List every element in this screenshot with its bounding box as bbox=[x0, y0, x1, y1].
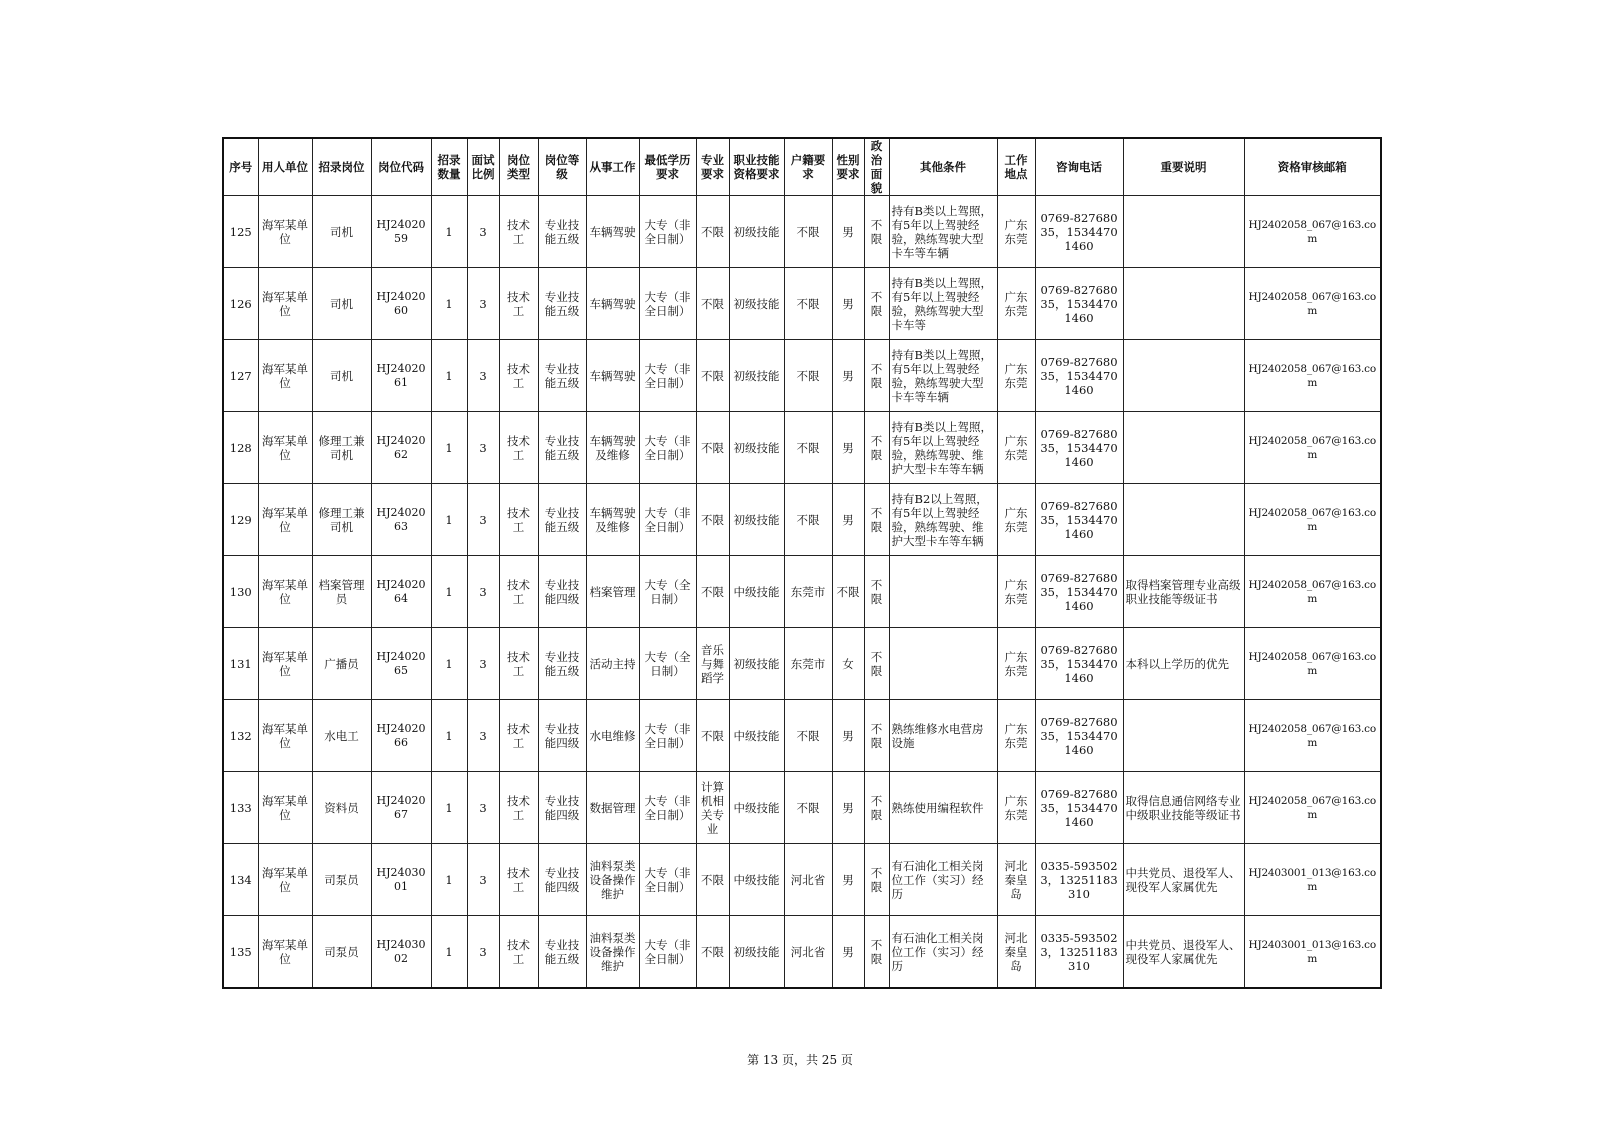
cell-other-conditions bbox=[889, 628, 997, 700]
cell-position-code: HJ2403001 bbox=[371, 844, 431, 916]
cell-review-email: HJ2402058_067@163.com bbox=[1244, 556, 1381, 628]
cell-work-location: 广东东莞 bbox=[997, 628, 1035, 700]
table-row bbox=[223, 196, 1381, 268]
header-review-email: 资格审核邮箱 bbox=[1244, 138, 1381, 196]
cell-major-requirement: 不限 bbox=[696, 844, 729, 916]
cell-work-content: 车辆驾驶 bbox=[586, 340, 639, 412]
cell-seq: 132 bbox=[223, 700, 258, 772]
cell-employer: 海军某单位 bbox=[258, 844, 312, 916]
cell-position-type: 技术工 bbox=[499, 700, 538, 772]
cell-major-requirement: 不限 bbox=[696, 340, 729, 412]
cell-skill-qualification: 中级技能 bbox=[729, 844, 784, 916]
cell-other-conditions: 持有B2以上驾照，有5年以上驾驶经验，熟练驾驶、维护大型卡车等车辆 bbox=[889, 484, 997, 556]
cell-political-status: 不限 bbox=[864, 916, 889, 989]
cell-important-notes bbox=[1123, 484, 1244, 556]
cell-political-status: 不限 bbox=[864, 556, 889, 628]
cell-major-requirement: 不限 bbox=[696, 196, 729, 268]
cell-skill-qualification: 初级技能 bbox=[729, 412, 784, 484]
cell-household-requirement: 不限 bbox=[784, 196, 832, 268]
cell-review-email: HJ2402058_067@163.com bbox=[1244, 772, 1381, 844]
cell-contact-phone: 0769-82768035，15344701460 bbox=[1035, 196, 1123, 268]
cell-seq: 134 bbox=[223, 844, 258, 916]
cell-gender-requirement: 男 bbox=[832, 844, 864, 916]
cell-work-content: 活动主持 bbox=[586, 628, 639, 700]
cell-min-education: 大专（非全日制） bbox=[639, 340, 696, 412]
cell-interview-ratio: 3 bbox=[467, 268, 499, 340]
cell-position-type: 技术工 bbox=[499, 844, 538, 916]
table-row bbox=[223, 916, 1381, 989]
cell-contact-phone: 0769-82768035，15344701460 bbox=[1035, 700, 1123, 772]
cell-skill-qualification: 中级技能 bbox=[729, 700, 784, 772]
cell-position: 司泵员 bbox=[312, 844, 371, 916]
cell-position-level: 专业技能五级 bbox=[538, 916, 586, 989]
cell-gender-requirement: 男 bbox=[832, 340, 864, 412]
cell-important-notes bbox=[1123, 340, 1244, 412]
cell-household-requirement: 不限 bbox=[784, 484, 832, 556]
cell-seq: 133 bbox=[223, 772, 258, 844]
cell-work-location: 河北秦皇岛 bbox=[997, 844, 1035, 916]
cell-work-location: 河北秦皇岛 bbox=[997, 916, 1035, 989]
header-work-location: 工作地点 bbox=[997, 138, 1035, 196]
cell-position: 司机 bbox=[312, 340, 371, 412]
cell-important-notes bbox=[1123, 700, 1244, 772]
cell-work-location: 广东东莞 bbox=[997, 772, 1035, 844]
cell-position-code: HJ2402062 bbox=[371, 412, 431, 484]
cell-position: 修理工兼司机 bbox=[312, 484, 371, 556]
cell-employer: 海军某单位 bbox=[258, 916, 312, 989]
cell-other-conditions: 熟练维修水电营房设施 bbox=[889, 700, 997, 772]
table-body bbox=[223, 196, 1381, 989]
cell-seq: 135 bbox=[223, 916, 258, 989]
cell-household-requirement: 不限 bbox=[784, 772, 832, 844]
cell-gender-requirement: 男 bbox=[832, 916, 864, 989]
cell-other-conditions bbox=[889, 556, 997, 628]
cell-contact-phone: 0769-82768035，15344701460 bbox=[1035, 484, 1123, 556]
cell-position-type: 技术工 bbox=[499, 412, 538, 484]
cell-position-level: 专业技能五级 bbox=[538, 268, 586, 340]
cell-political-status: 不限 bbox=[864, 844, 889, 916]
cell-position-level: 专业技能五级 bbox=[538, 340, 586, 412]
cell-employer: 海军某单位 bbox=[258, 196, 312, 268]
cell-political-status: 不限 bbox=[864, 628, 889, 700]
cell-min-education: 大专（非全日制） bbox=[639, 196, 696, 268]
cell-household-requirement: 不限 bbox=[784, 268, 832, 340]
cell-political-status: 不限 bbox=[864, 340, 889, 412]
cell-work-location: 广东东莞 bbox=[997, 412, 1035, 484]
cell-hire-count: 1 bbox=[431, 268, 467, 340]
cell-seq: 126 bbox=[223, 268, 258, 340]
cell-employer: 海军某单位 bbox=[258, 340, 312, 412]
cell-major-requirement: 不限 bbox=[696, 268, 729, 340]
cell-important-notes: 中共党员、退役军人、现役军人家属优先 bbox=[1123, 844, 1244, 916]
cell-skill-qualification: 初级技能 bbox=[729, 916, 784, 989]
cell-household-requirement: 不限 bbox=[784, 340, 832, 412]
cell-skill-qualification: 初级技能 bbox=[729, 340, 784, 412]
cell-work-location: 广东东莞 bbox=[997, 196, 1035, 268]
cell-gender-requirement: 不限 bbox=[832, 556, 864, 628]
cell-position: 司机 bbox=[312, 196, 371, 268]
cell-review-email: HJ2402058_067@163.com bbox=[1244, 484, 1381, 556]
cell-position-code: HJ2402063 bbox=[371, 484, 431, 556]
cell-interview-ratio: 3 bbox=[467, 700, 499, 772]
cell-skill-qualification: 中级技能 bbox=[729, 772, 784, 844]
cell-position-code: HJ2402061 bbox=[371, 340, 431, 412]
cell-position: 司机 bbox=[312, 268, 371, 340]
cell-important-notes: 中共党员、退役军人、现役军人家属优先 bbox=[1123, 916, 1244, 989]
cell-min-education: 大专（非全日制） bbox=[639, 268, 696, 340]
cell-min-education: 大专（全日制） bbox=[639, 628, 696, 700]
cell-position: 资料员 bbox=[312, 772, 371, 844]
cell-position-level: 专业技能四级 bbox=[538, 772, 586, 844]
cell-major-requirement: 计算机相关专业 bbox=[696, 772, 729, 844]
cell-gender-requirement: 男 bbox=[832, 412, 864, 484]
cell-household-requirement: 不限 bbox=[784, 700, 832, 772]
cell-hire-count: 1 bbox=[431, 412, 467, 484]
cell-contact-phone: 0769-82768035，15344701460 bbox=[1035, 556, 1123, 628]
cell-position-type: 技术工 bbox=[499, 268, 538, 340]
cell-household-requirement: 河北省 bbox=[784, 916, 832, 989]
cell-work-location: 广东东莞 bbox=[997, 700, 1035, 772]
cell-other-conditions: 持有B类以上驾照，有5年以上驾驶经验，熟练驾驶、维护大型卡车等车辆 bbox=[889, 412, 997, 484]
cell-skill-qualification: 初级技能 bbox=[729, 628, 784, 700]
cell-important-notes bbox=[1123, 412, 1244, 484]
cell-gender-requirement: 男 bbox=[832, 772, 864, 844]
cell-employer: 海军某单位 bbox=[258, 268, 312, 340]
cell-hire-count: 1 bbox=[431, 196, 467, 268]
cell-interview-ratio: 3 bbox=[467, 844, 499, 916]
cell-employer: 海军某单位 bbox=[258, 628, 312, 700]
cell-review-email: HJ2402058_067@163.com bbox=[1244, 412, 1381, 484]
cell-employer: 海军某单位 bbox=[258, 772, 312, 844]
cell-other-conditions: 有石油化工相关岗位工作（实习）经历 bbox=[889, 844, 997, 916]
cell-position-type: 技术工 bbox=[499, 340, 538, 412]
cell-household-requirement: 东莞市 bbox=[784, 628, 832, 700]
cell-position-type: 技术工 bbox=[499, 484, 538, 556]
cell-household-requirement: 不限 bbox=[784, 412, 832, 484]
cell-other-conditions: 持有B类以上驾照，有5年以上驾驶经验，熟练驾驶大型卡车等车辆 bbox=[889, 340, 997, 412]
cell-seq: 129 bbox=[223, 484, 258, 556]
header-household-requirement: 户籍要求 bbox=[784, 138, 832, 196]
cell-contact-phone: 0769-82768035，15344701460 bbox=[1035, 628, 1123, 700]
cell-hire-count: 1 bbox=[431, 700, 467, 772]
cell-position: 司泵员 bbox=[312, 916, 371, 989]
cell-gender-requirement: 男 bbox=[832, 196, 864, 268]
cell-political-status: 不限 bbox=[864, 268, 889, 340]
cell-important-notes bbox=[1123, 268, 1244, 340]
header-skill-qualification: 职业技能资格要求 bbox=[729, 138, 784, 196]
cell-hire-count: 1 bbox=[431, 844, 467, 916]
cell-min-education: 大专（非全日制） bbox=[639, 484, 696, 556]
header-other-conditions: 其他条件 bbox=[889, 138, 997, 196]
header-major-requirement: 专业要求 bbox=[696, 138, 729, 196]
cell-hire-count: 1 bbox=[431, 340, 467, 412]
cell-important-notes: 取得档案管理专业高级职业技能等级证书 bbox=[1123, 556, 1244, 628]
cell-position-level: 专业技能五级 bbox=[538, 484, 586, 556]
cell-employer: 海军某单位 bbox=[258, 412, 312, 484]
cell-major-requirement: 不限 bbox=[696, 916, 729, 989]
cell-other-conditions: 持有B类以上驾照，有5年以上驾驶经验，熟练驾驶大型卡车等车辆 bbox=[889, 196, 997, 268]
cell-important-notes bbox=[1123, 196, 1244, 268]
cell-position: 广播员 bbox=[312, 628, 371, 700]
cell-other-conditions: 熟练使用编程软件 bbox=[889, 772, 997, 844]
cell-work-content: 油料泵类设备操作维护 bbox=[586, 916, 639, 989]
cell-position-code: HJ2402060 bbox=[371, 268, 431, 340]
header-interview-ratio: 面试比例 bbox=[467, 138, 499, 196]
cell-interview-ratio: 3 bbox=[467, 196, 499, 268]
cell-other-conditions: 有石油化工相关岗位工作（实习）经历 bbox=[889, 916, 997, 989]
cell-gender-requirement: 男 bbox=[832, 484, 864, 556]
cell-contact-phone: 0769-82768035，15344701460 bbox=[1035, 268, 1123, 340]
cell-contact-phone: 0335-5935023，13251183310 bbox=[1035, 916, 1123, 989]
cell-position-code: HJ2402065 bbox=[371, 628, 431, 700]
cell-min-education: 大专（非全日制） bbox=[639, 916, 696, 989]
cell-household-requirement: 东莞市 bbox=[784, 556, 832, 628]
cell-political-status: 不限 bbox=[864, 412, 889, 484]
cell-position-level: 专业技能五级 bbox=[538, 412, 586, 484]
header-important-notes: 重要说明 bbox=[1123, 138, 1244, 196]
cell-interview-ratio: 3 bbox=[467, 484, 499, 556]
cell-skill-qualification: 中级技能 bbox=[729, 556, 784, 628]
cell-work-location: 广东东莞 bbox=[997, 340, 1035, 412]
cell-major-requirement: 不限 bbox=[696, 556, 729, 628]
cell-work-location: 广东东莞 bbox=[997, 556, 1035, 628]
cell-work-location: 广东东莞 bbox=[997, 484, 1035, 556]
cell-min-education: 大专（非全日制） bbox=[639, 412, 696, 484]
cell-major-requirement: 不限 bbox=[696, 484, 729, 556]
cell-important-notes: 本科以上学历的优先 bbox=[1123, 628, 1244, 700]
cell-interview-ratio: 3 bbox=[467, 412, 499, 484]
cell-position-type: 技术工 bbox=[499, 196, 538, 268]
cell-position-level: 专业技能五级 bbox=[538, 628, 586, 700]
cell-position: 修理工兼司机 bbox=[312, 412, 371, 484]
table-row bbox=[223, 340, 1381, 412]
cell-position-code: HJ2402064 bbox=[371, 556, 431, 628]
cell-work-content: 油料泵类设备操作维护 bbox=[586, 844, 639, 916]
table-row bbox=[223, 412, 1381, 484]
cell-contact-phone: 0335-5935023，13251183310 bbox=[1035, 844, 1123, 916]
table-row bbox=[223, 844, 1381, 916]
header-seq: 序号 bbox=[223, 138, 258, 196]
header-position-level: 岗位等级 bbox=[538, 138, 586, 196]
cell-review-email: HJ2402058_067@163.com bbox=[1244, 268, 1381, 340]
cell-major-requirement: 不限 bbox=[696, 412, 729, 484]
cell-review-email: HJ2403001_013@163.com bbox=[1244, 916, 1381, 989]
header-hire-count: 招录数量 bbox=[431, 138, 467, 196]
header-employer: 用人单位 bbox=[258, 138, 312, 196]
cell-political-status: 不限 bbox=[864, 700, 889, 772]
cell-position: 水电工 bbox=[312, 700, 371, 772]
cell-min-education: 大专（非全日制） bbox=[639, 700, 696, 772]
cell-employer: 海军某单位 bbox=[258, 556, 312, 628]
recruitment-table bbox=[222, 137, 1382, 989]
cell-review-email: HJ2402058_067@163.com bbox=[1244, 196, 1381, 268]
cell-skill-qualification: 初级技能 bbox=[729, 484, 784, 556]
cell-review-email: HJ2402058_067@163.com bbox=[1244, 700, 1381, 772]
header-work-content: 从事工作 bbox=[586, 138, 639, 196]
header-political-status: 政治面貌 bbox=[864, 138, 889, 196]
cell-gender-requirement: 女 bbox=[832, 628, 864, 700]
cell-position-type: 技术工 bbox=[499, 556, 538, 628]
table-row bbox=[223, 772, 1381, 844]
cell-work-content: 车辆驾驶及维修 bbox=[586, 412, 639, 484]
cell-position-level: 专业技能四级 bbox=[538, 556, 586, 628]
cell-gender-requirement: 男 bbox=[832, 700, 864, 772]
cell-employer: 海军某单位 bbox=[258, 700, 312, 772]
cell-seq: 131 bbox=[223, 628, 258, 700]
cell-work-content: 水电维修 bbox=[586, 700, 639, 772]
cell-political-status: 不限 bbox=[864, 484, 889, 556]
cell-skill-qualification: 初级技能 bbox=[729, 268, 784, 340]
cell-work-location: 广东东莞 bbox=[997, 268, 1035, 340]
cell-other-conditions: 持有B类以上驾照，有5年以上驾驶经验，熟练驾驶大型卡车等 bbox=[889, 268, 997, 340]
cell-household-requirement: 河北省 bbox=[784, 844, 832, 916]
cell-seq: 125 bbox=[223, 196, 258, 268]
cell-position-type: 技术工 bbox=[499, 772, 538, 844]
cell-employer: 海军某单位 bbox=[258, 484, 312, 556]
cell-contact-phone: 0769-82768035，15344701460 bbox=[1035, 340, 1123, 412]
header-position-code: 岗位代码 bbox=[371, 138, 431, 196]
header-min-education: 最低学历要求 bbox=[639, 138, 696, 196]
cell-interview-ratio: 3 bbox=[467, 916, 499, 989]
cell-work-content: 车辆驾驶及维修 bbox=[586, 484, 639, 556]
cell-seq: 130 bbox=[223, 556, 258, 628]
header-contact-phone: 咨询电话 bbox=[1035, 138, 1123, 196]
cell-major-requirement: 不限 bbox=[696, 700, 729, 772]
table-row bbox=[223, 700, 1381, 772]
cell-position-level: 专业技能四级 bbox=[538, 700, 586, 772]
cell-position: 档案管理员 bbox=[312, 556, 371, 628]
cell-work-content: 车辆驾驶 bbox=[586, 196, 639, 268]
page-number: 第 13 页，共 25 页 bbox=[747, 1053, 853, 1067]
cell-hire-count: 1 bbox=[431, 484, 467, 556]
cell-political-status: 不限 bbox=[864, 196, 889, 268]
cell-hire-count: 1 bbox=[431, 628, 467, 700]
cell-position-code: HJ2402066 bbox=[371, 700, 431, 772]
cell-review-email: HJ2402058_067@163.com bbox=[1244, 340, 1381, 412]
cell-position-level: 专业技能五级 bbox=[538, 196, 586, 268]
cell-min-education: 大专（全日制） bbox=[639, 556, 696, 628]
cell-interview-ratio: 3 bbox=[467, 772, 499, 844]
cell-work-content: 车辆驾驶 bbox=[586, 268, 639, 340]
cell-seq: 127 bbox=[223, 340, 258, 412]
cell-position-level: 专业技能四级 bbox=[538, 844, 586, 916]
cell-important-notes: 取得信息通信网络专业中级职业技能等级证书 bbox=[1123, 772, 1244, 844]
cell-min-education: 大专（非全日制） bbox=[639, 844, 696, 916]
cell-contact-phone: 0769-82768035，15344701460 bbox=[1035, 772, 1123, 844]
cell-gender-requirement: 男 bbox=[832, 268, 864, 340]
cell-hire-count: 1 bbox=[431, 916, 467, 989]
cell-interview-ratio: 3 bbox=[467, 340, 499, 412]
cell-interview-ratio: 3 bbox=[467, 628, 499, 700]
cell-skill-qualification: 初级技能 bbox=[729, 196, 784, 268]
cell-position-code: HJ2403002 bbox=[371, 916, 431, 989]
cell-position-code: HJ2402067 bbox=[371, 772, 431, 844]
cell-political-status: 不限 bbox=[864, 772, 889, 844]
cell-work-content: 档案管理 bbox=[586, 556, 639, 628]
cell-position-type: 技术工 bbox=[499, 916, 538, 989]
cell-seq: 128 bbox=[223, 412, 258, 484]
cell-hire-count: 1 bbox=[431, 772, 467, 844]
cell-review-email: HJ2402058_067@163.com bbox=[1244, 628, 1381, 700]
table-row bbox=[223, 628, 1381, 700]
header-position: 招录岗位 bbox=[312, 138, 371, 196]
table-row bbox=[223, 556, 1381, 628]
cell-position-type: 技术工 bbox=[499, 628, 538, 700]
cell-major-requirement: 音乐与舞蹈学 bbox=[696, 628, 729, 700]
cell-review-email: HJ2403001_013@163.com bbox=[1244, 844, 1381, 916]
table-row bbox=[223, 484, 1381, 556]
cell-hire-count: 1 bbox=[431, 556, 467, 628]
cell-work-content: 数据管理 bbox=[586, 772, 639, 844]
header-position-type: 岗位类型 bbox=[499, 138, 538, 196]
cell-min-education: 大专（非全日制） bbox=[639, 772, 696, 844]
table-row bbox=[223, 268, 1381, 340]
table-header-row bbox=[223, 138, 1381, 196]
cell-interview-ratio: 3 bbox=[467, 556, 499, 628]
cell-contact-phone: 0769-82768035，15344701460 bbox=[1035, 412, 1123, 484]
header-gender-requirement: 性别要求 bbox=[832, 138, 864, 196]
cell-position-code: HJ2402059 bbox=[371, 196, 431, 268]
